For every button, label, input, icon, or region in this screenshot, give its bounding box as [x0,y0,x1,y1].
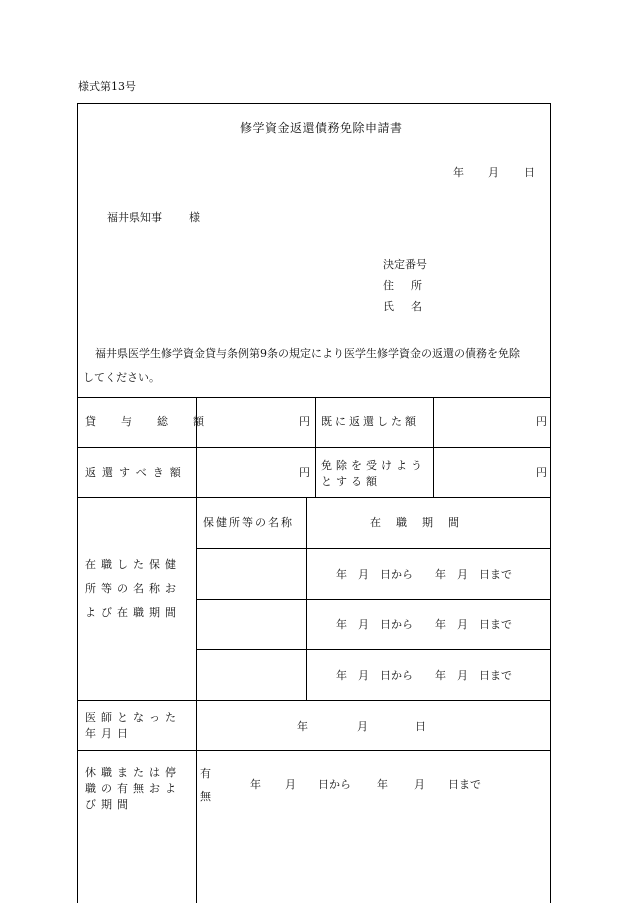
body-text-line-2: してください。 [83,371,160,384]
total-loan-yen: 円 [299,415,310,428]
leave-no: 無 [200,790,211,803]
table-line [196,649,551,650]
health-center-label: 在職した保健所等の名称および在職期間 [85,558,181,619]
exempt-amount-yen: 円 [536,466,547,479]
employment-period-row-1: 年 月 日から 年 月 日まで [336,568,512,581]
exempt-amount-label: 免除を受けようとする額 [321,459,426,488]
leave-until-day: 日まで [448,778,481,791]
table-line [77,447,551,448]
table-line [77,397,551,398]
table-line [306,497,307,700]
leave-from-day: 日から [318,778,351,791]
table-line [433,397,434,497]
leave-yes: 有 [200,767,211,780]
doctor-date-month: 月 [357,720,368,733]
body-text-line-1: 福井県医学生修学資金貸与条例第9条の規定により医学生修学資金の返還の債務を免除 [95,347,520,360]
form-number: 様式第13号 [78,80,136,93]
leave-until-year: 年 [377,778,388,791]
table-line [196,599,551,600]
name-label: 氏 名 [383,300,425,313]
health-center-name-header: 保健所等の名称 [203,516,294,529]
addressee-name: 福井県知事 [107,211,162,224]
form-title: 修学資金返還債務免除申請書 [240,121,403,135]
address-label: 住 所 [383,279,425,292]
table-line [315,397,316,497]
to-return-label: 返還すべき額 [85,466,187,479]
employment-period-row-3: 年 月 日から 年 月 日まで [336,669,512,682]
leave-label: 休職または停職の有無および期間 [85,766,181,811]
table-line [77,497,551,498]
doctor-date-label: 医師となった年月日 [85,711,181,740]
table-line [77,750,551,751]
employment-period-row-2: 年 月 日から 年 月 日まで [336,618,512,631]
to-return-yen: 円 [299,466,310,479]
leave-from-year: 年 [250,778,261,791]
table-line [196,397,197,903]
already-returned-yen: 円 [536,415,547,428]
date-year: 年 [453,166,464,179]
decision-number-label: 決定番号 [383,258,427,271]
doctor-date-year: 年 [297,720,308,733]
date-month: 月 [488,166,499,179]
leave-until-month: 月 [414,778,425,791]
table-line [77,700,551,701]
addressee-honorific: 様 [189,211,200,224]
leave-from-month: 月 [285,778,296,791]
doctor-date-day: 日 [415,720,426,733]
already-returned-label: 既に返還した額 [321,415,419,428]
total-loan-label: 貸 与 総 額 [85,415,211,428]
table-line [196,548,551,549]
date-day: 日 [524,166,535,179]
employment-period-header: 在 職 期 間 [370,516,461,529]
